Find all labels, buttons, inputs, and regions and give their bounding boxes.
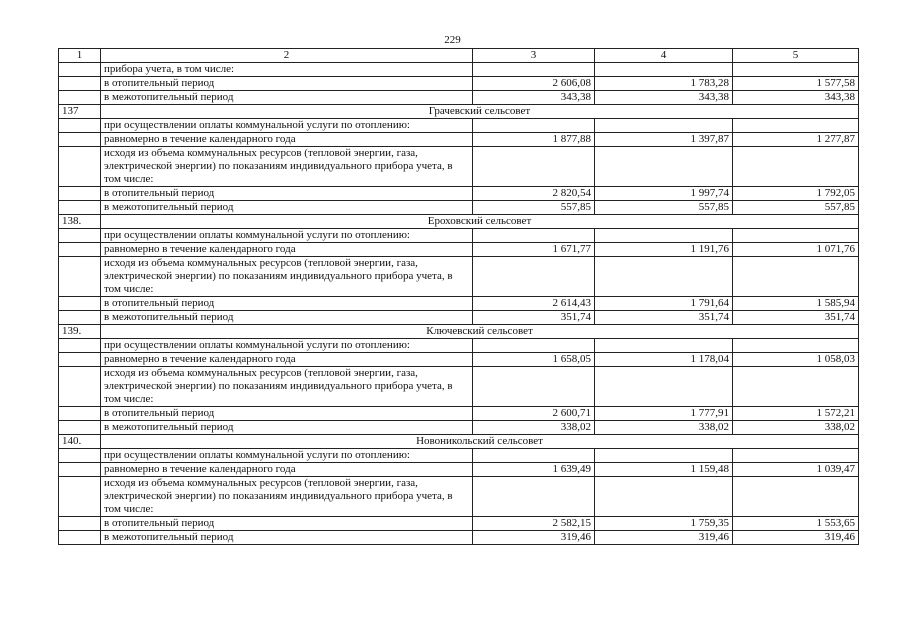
value-col-4: 1 159,48 xyxy=(595,463,733,477)
value-col-4: 351,74 xyxy=(595,311,733,325)
value-col-3: 1 639,49 xyxy=(473,463,595,477)
table-row xyxy=(59,353,859,367)
table-row xyxy=(59,133,859,147)
value-col-5: 1 553,65 xyxy=(733,517,859,531)
section-row xyxy=(59,105,859,119)
value-col-3: 1 877,88 xyxy=(473,133,595,147)
row-description: в отопительный период xyxy=(101,77,473,91)
row-description: в межотопительный период xyxy=(101,421,473,435)
value-col-5 xyxy=(733,449,859,463)
row-number xyxy=(59,449,101,463)
table-row xyxy=(59,449,859,463)
value-col-4: 1 397,87 xyxy=(595,133,733,147)
row-number: 139. xyxy=(59,325,101,339)
table-row xyxy=(59,339,859,353)
row-description: в межотопительный период xyxy=(101,201,473,215)
value-col-5: 1 572,21 xyxy=(733,407,859,421)
value-col-3 xyxy=(473,147,595,187)
value-col-4: 1 777,91 xyxy=(595,407,733,421)
row-number xyxy=(59,119,101,133)
row-description: в межотопительный период xyxy=(101,91,473,105)
table-row xyxy=(59,367,859,407)
row-description: равномерно в течение календарного года xyxy=(101,243,473,257)
section-title: Ключевский сельсовет xyxy=(101,325,859,339)
section-row xyxy=(59,325,859,339)
value-col-3: 351,74 xyxy=(473,311,595,325)
row-description: при осуществлении оплаты коммунальной услуги по отоплению: xyxy=(101,449,473,463)
row-description: при осуществлении оплаты коммунальной услуги по отоплению: xyxy=(101,119,473,133)
row-description: в отопительный период xyxy=(101,407,473,421)
table-row xyxy=(59,517,859,531)
table-row xyxy=(59,463,859,477)
value-col-3: 2 606,08 xyxy=(473,77,595,91)
table-row xyxy=(59,147,859,187)
value-col-3: 1 671,77 xyxy=(473,243,595,257)
value-col-3: 1 658,05 xyxy=(473,353,595,367)
row-number: 140. xyxy=(59,435,101,449)
value-col-3: 343,38 xyxy=(473,91,595,105)
table-row xyxy=(59,297,859,311)
value-col-5: 1 058,03 xyxy=(733,353,859,367)
value-col-4: 343,38 xyxy=(595,91,733,105)
row-number xyxy=(59,367,101,407)
value-col-5: 338,02 xyxy=(733,421,859,435)
value-col-3 xyxy=(473,63,595,77)
value-col-4: 1 997,74 xyxy=(595,187,733,201)
value-col-5 xyxy=(733,63,859,77)
row-number xyxy=(59,311,101,325)
section-title: Новоникольский сельсовет xyxy=(101,435,859,449)
value-col-5 xyxy=(733,339,859,353)
value-col-3 xyxy=(473,367,595,407)
table-row xyxy=(59,63,859,77)
row-description: равномерно в течение календарного года xyxy=(101,463,473,477)
value-col-5 xyxy=(733,367,859,407)
row-description: при осуществлении оплаты коммунальной услуги по отоплению: xyxy=(101,339,473,353)
value-col-3: 2 582,15 xyxy=(473,517,595,531)
row-description: исходя из объема коммунальных ресурсов (тепловой энергии, газа, электрической энергии) по показаниям индивидуального прибора учета, в том числе: xyxy=(101,257,473,297)
section-title: Грачевский сельсовет xyxy=(101,105,859,119)
value-col-5: 1 277,87 xyxy=(733,133,859,147)
value-col-4: 1 791,64 xyxy=(595,297,733,311)
value-col-3 xyxy=(473,257,595,297)
table-row xyxy=(59,119,859,133)
row-number xyxy=(59,421,101,435)
value-col-5 xyxy=(733,257,859,297)
row-number xyxy=(59,133,101,147)
table-row xyxy=(59,91,859,105)
row-number xyxy=(59,463,101,477)
header-col-5: 5 xyxy=(733,49,859,63)
row-description: прибора учета, в том числе: xyxy=(101,63,473,77)
row-description: при осуществлении оплаты коммунальной услуги по отоплению: xyxy=(101,229,473,243)
value-col-3 xyxy=(473,119,595,133)
value-col-4 xyxy=(595,339,733,353)
section-title: Ероховский сельсовет xyxy=(101,215,859,229)
value-col-5 xyxy=(733,119,859,133)
row-number xyxy=(59,407,101,421)
row-number xyxy=(59,243,101,257)
value-col-5 xyxy=(733,147,859,187)
value-col-5: 1 792,05 xyxy=(733,187,859,201)
value-col-4 xyxy=(595,449,733,463)
row-number xyxy=(59,353,101,367)
row-number: 138. xyxy=(59,215,101,229)
row-number xyxy=(59,531,101,545)
table-header-row xyxy=(59,49,859,63)
table-row xyxy=(59,243,859,257)
value-col-4: 338,02 xyxy=(595,421,733,435)
table-row xyxy=(59,201,859,215)
row-number xyxy=(59,517,101,531)
value-col-3: 557,85 xyxy=(473,201,595,215)
row-description: равномерно в течение календарного года xyxy=(101,133,473,147)
header-col-2: 2 xyxy=(101,49,473,63)
row-number xyxy=(59,297,101,311)
value-col-4 xyxy=(595,147,733,187)
value-col-4: 319,46 xyxy=(595,531,733,545)
row-number xyxy=(59,147,101,187)
value-col-5: 1 577,58 xyxy=(733,77,859,91)
header-col-3: 3 xyxy=(473,49,595,63)
section-row xyxy=(59,215,859,229)
row-number xyxy=(59,91,101,105)
table-row xyxy=(59,187,859,201)
row-description: в межотопительный период xyxy=(101,531,473,545)
table-row xyxy=(59,421,859,435)
value-col-4: 1 759,35 xyxy=(595,517,733,531)
row-number xyxy=(59,187,101,201)
value-col-4 xyxy=(595,229,733,243)
row-description: исходя из объема коммунальных ресурсов (тепловой энергии, газа, электрической энергии) по показаниям индивидуального прибора учета, в том числе: xyxy=(101,367,473,407)
value-col-3: 319,46 xyxy=(473,531,595,545)
page-number: 229 xyxy=(444,34,461,46)
value-col-4 xyxy=(595,367,733,407)
header-col-1: 1 xyxy=(59,49,101,63)
row-description: в отопительный период xyxy=(101,517,473,531)
value-col-4: 557,85 xyxy=(595,201,733,215)
value-col-4 xyxy=(595,119,733,133)
value-col-4 xyxy=(595,477,733,517)
value-col-5: 319,46 xyxy=(733,531,859,545)
value-col-4: 1 783,28 xyxy=(595,77,733,91)
value-col-4: 1 191,76 xyxy=(595,243,733,257)
table-row xyxy=(59,477,859,517)
row-description: в отопительный период xyxy=(101,297,473,311)
value-col-3: 2 820,54 xyxy=(473,187,595,201)
value-col-4 xyxy=(595,257,733,297)
value-col-3: 2 614,43 xyxy=(473,297,595,311)
value-col-4 xyxy=(595,63,733,77)
header-col-4: 4 xyxy=(595,49,733,63)
value-col-5 xyxy=(733,229,859,243)
row-description: исходя из объема коммунальных ресурсов (тепловой энергии, газа, электрической энергии) по показаниям индивидуального прибора учета, в том числе: xyxy=(101,477,473,517)
value-col-3 xyxy=(473,229,595,243)
value-col-5: 351,74 xyxy=(733,311,859,325)
section-row xyxy=(59,435,859,449)
value-col-3: 338,02 xyxy=(473,421,595,435)
value-col-5: 1 585,94 xyxy=(733,297,859,311)
row-number xyxy=(59,63,101,77)
value-col-5: 1 071,76 xyxy=(733,243,859,257)
row-number xyxy=(59,229,101,243)
value-col-5: 557,85 xyxy=(733,201,859,215)
table-row xyxy=(59,407,859,421)
table-row xyxy=(59,311,859,325)
table-row xyxy=(59,531,859,545)
table-row xyxy=(59,257,859,297)
value-col-3 xyxy=(473,449,595,463)
value-col-3 xyxy=(473,339,595,353)
table-row xyxy=(59,229,859,243)
table-row xyxy=(59,77,859,91)
value-col-5 xyxy=(733,477,859,517)
tariff-table xyxy=(58,48,859,545)
value-col-3 xyxy=(473,477,595,517)
row-number xyxy=(59,257,101,297)
value-col-5: 1 039,47 xyxy=(733,463,859,477)
value-col-3: 2 600,71 xyxy=(473,407,595,421)
value-col-5: 343,38 xyxy=(733,91,859,105)
row-number xyxy=(59,201,101,215)
row-number xyxy=(59,477,101,517)
row-description: в отопительный период xyxy=(101,187,473,201)
row-number xyxy=(59,339,101,353)
row-number xyxy=(59,77,101,91)
row-number: 137 xyxy=(59,105,101,119)
value-col-4: 1 178,04 xyxy=(595,353,733,367)
row-description: в межотопительный период xyxy=(101,311,473,325)
row-description: равномерно в течение календарного года xyxy=(101,353,473,367)
row-description: исходя из объема коммунальных ресурсов (тепловой энергии, газа, электрической энергии) по показаниям индивидуального прибора учета, в том числе: xyxy=(101,147,473,187)
